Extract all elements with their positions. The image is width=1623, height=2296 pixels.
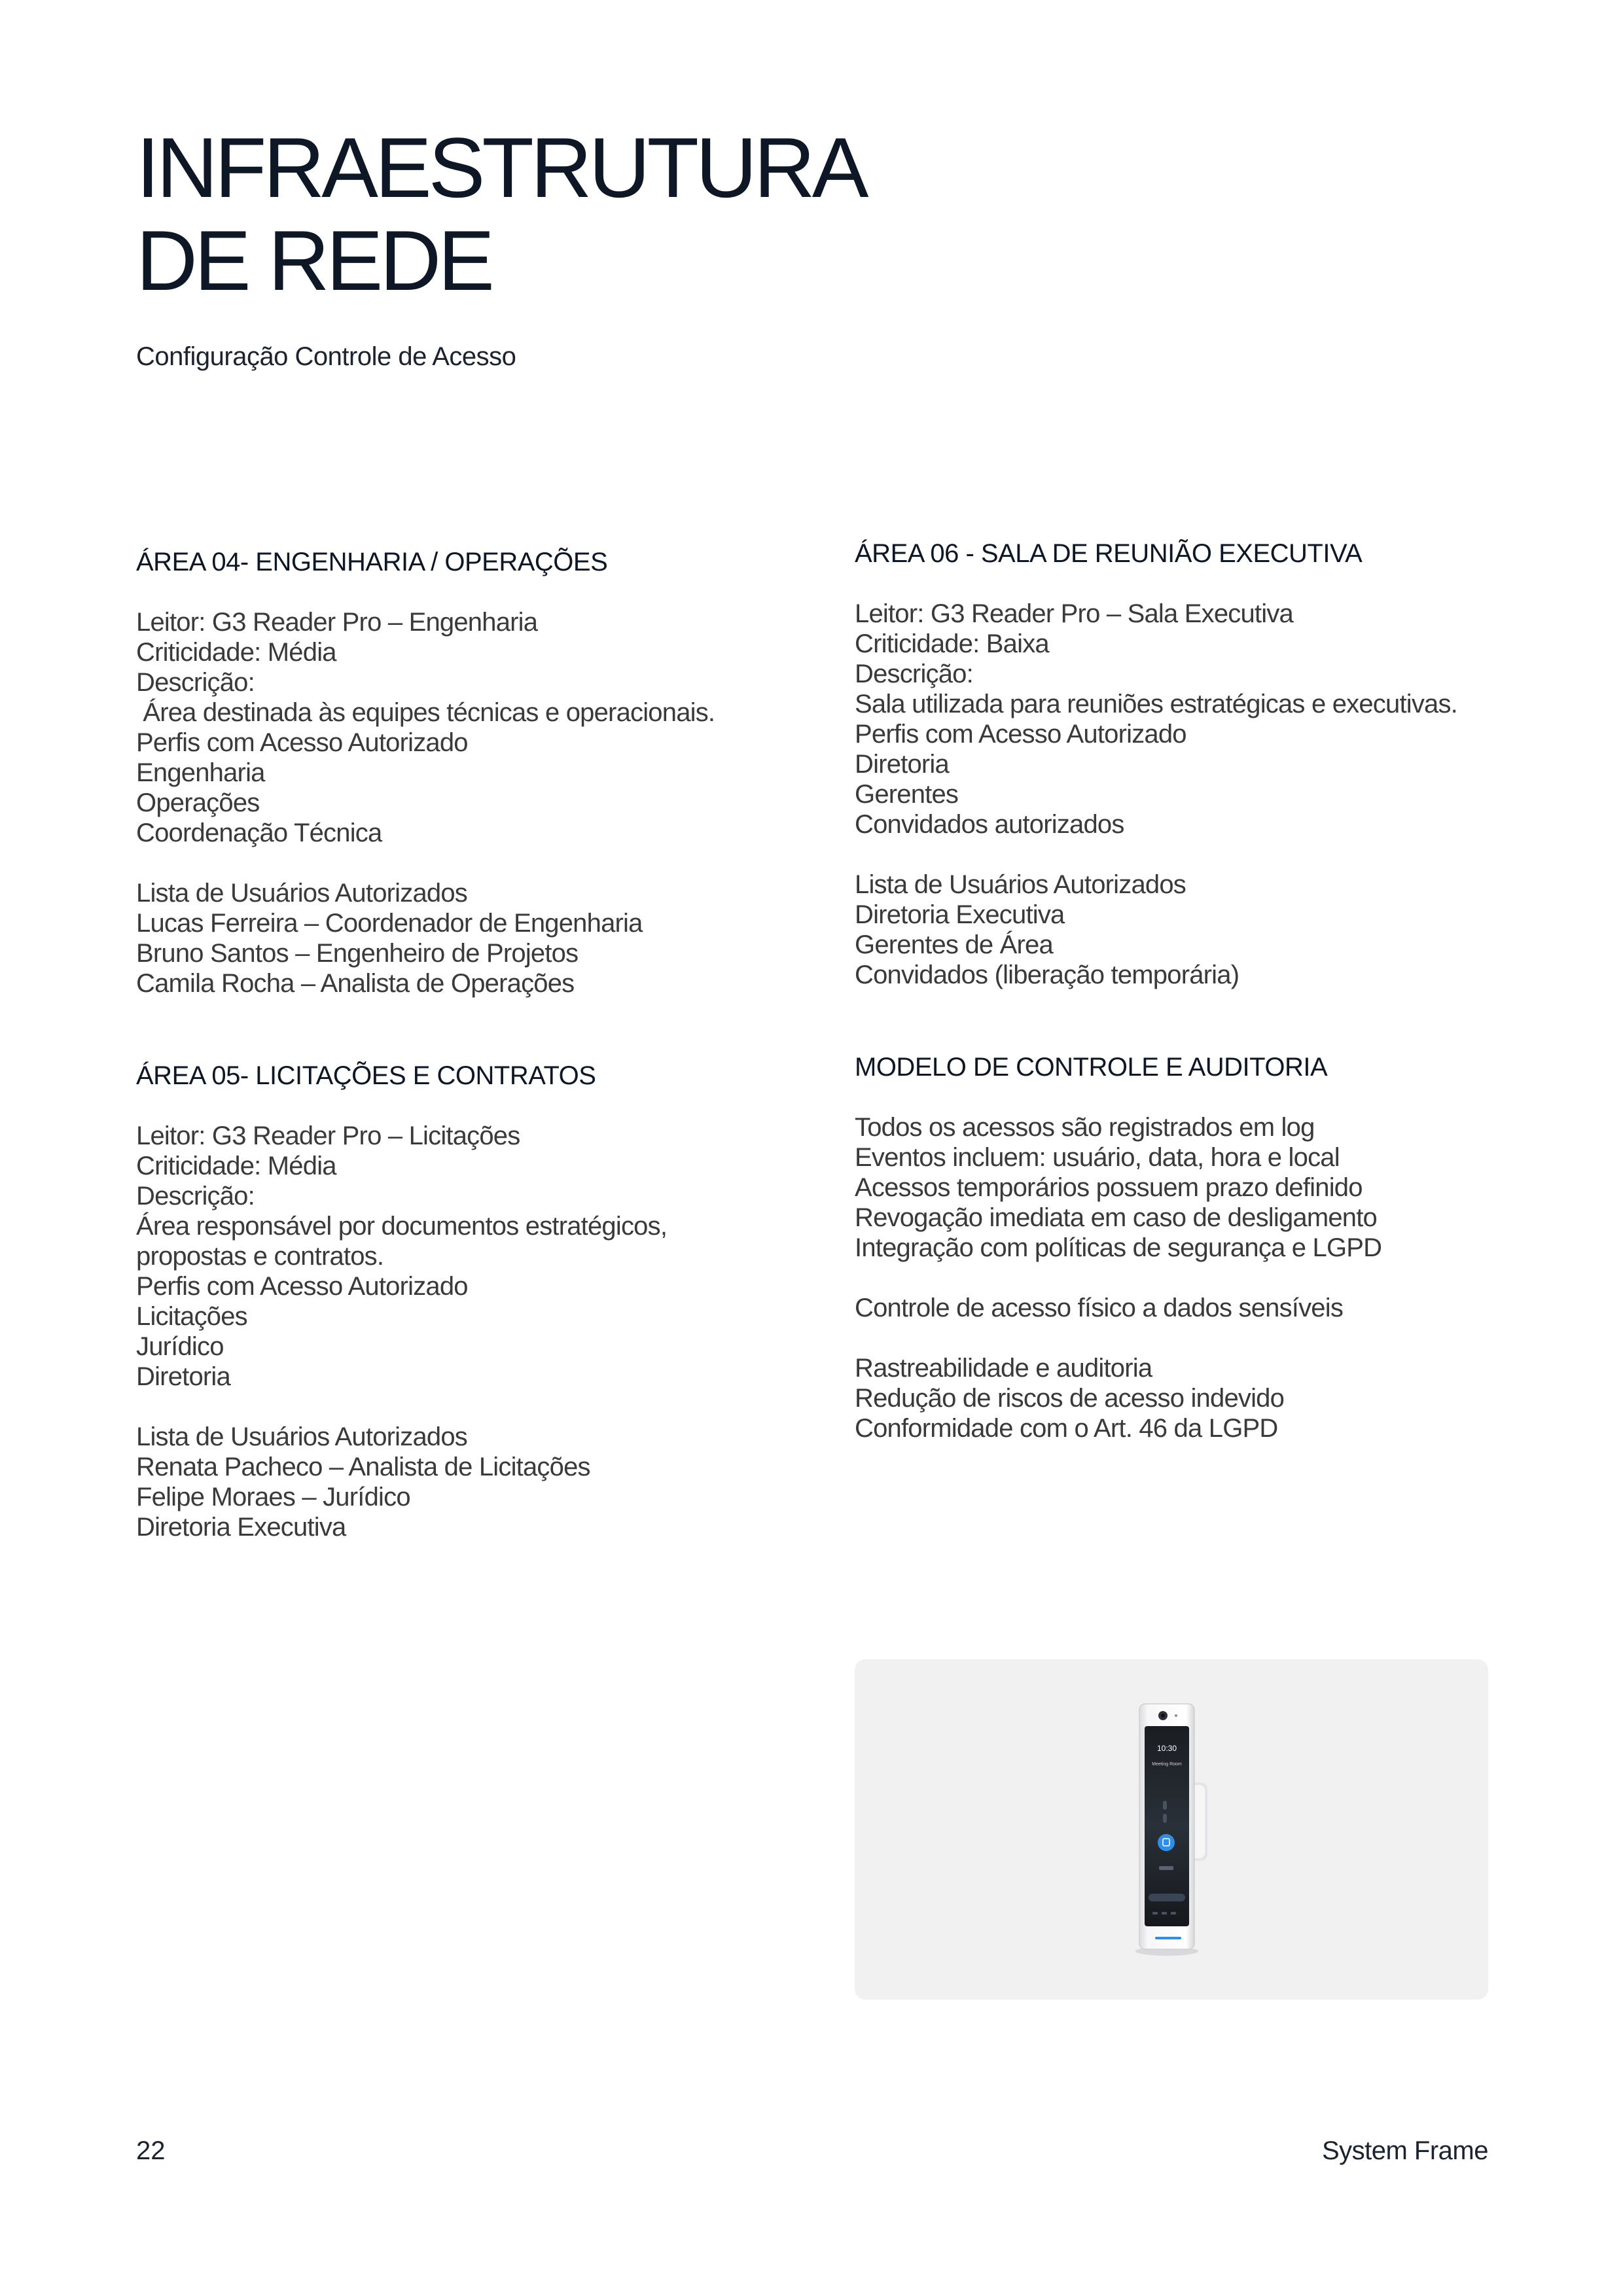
profiles-label: Perfis com Acesso Autorizado: [136, 728, 468, 757]
audit-benefit: Rastreabilidade e auditoria: [855, 1354, 1152, 1383]
page-number: 22: [136, 2136, 166, 2165]
description-label: Descrição:: [855, 660, 973, 688]
reader-line: Leitor: G3 Reader Pro – Sala Executiva: [855, 599, 1293, 628]
page-subtitle: Configuração Controle de Acesso: [136, 342, 516, 371]
profile-item: Licitações: [136, 1302, 247, 1331]
user-item: Diretoria Executiva: [855, 900, 1065, 929]
users-label: Lista de Usuários Autorizados: [855, 870, 1186, 899]
profile-item: Gerentes: [855, 780, 959, 809]
users-label: Lista de Usuários Autorizados: [136, 879, 467, 908]
description-text: Área destinada às equipes técnicas e operacionais.: [136, 698, 715, 727]
user-item: Diretoria Executiva: [136, 1513, 346, 1542]
access-reader-device-image: [1133, 1697, 1211, 1959]
section-heading: ÁREA 04- ENGENHARIA / OPERAÇÕES: [136, 548, 608, 576]
device-screen-room: Meeting Room: [1152, 1762, 1182, 1767]
device-screen-time: 10:30: [1156, 1744, 1177, 1753]
page-title: [136, 121, 865, 307]
page-title-line-2: DE REDE: [136, 213, 491, 308]
audit-item: Integração com políticas de segurança e LGPD: [855, 1233, 1382, 1262]
audit-item: Revogação imediata em caso de desligamento: [855, 1203, 1378, 1232]
criticality-line: Criticidade: Baixa: [855, 629, 1049, 658]
profile-item: Operações: [136, 788, 260, 817]
section-heading: MODELO DE CONTROLE E AUDITORIA: [855, 1053, 1328, 1082]
section-area-06: [855, 539, 1542, 990]
user-item: Renata Pacheco – Analista de Licitações: [136, 1453, 590, 1481]
profile-item: Engenharia: [136, 758, 265, 787]
user-item: Lucas Ferreira – Coordenador de Engenharia: [136, 909, 643, 938]
profile-item: Diretoria: [855, 750, 949, 779]
footer-brand: System Frame: [1321, 2136, 1488, 2165]
profiles-label: Perfis com Acesso Autorizado: [136, 1272, 468, 1301]
profile-item: Convidados autorizados: [855, 810, 1124, 839]
user-item: Convidados (liberação temporária): [855, 961, 1240, 989]
page-title-line-1: INFRAESTRUTURA: [136, 120, 866, 215]
criticality-line: Criticidade: Média: [136, 638, 336, 667]
section-area-05: [136, 1061, 823, 1542]
reader-line: Leitor: G3 Reader Pro – Licitações: [136, 1122, 520, 1150]
user-item: Gerentes de Área: [855, 930, 1053, 959]
description-label: Descrição:: [136, 1182, 255, 1210]
description-label: Descrição:: [136, 668, 255, 697]
reader-line: Leitor: G3 Reader Pro – Engenharia: [136, 608, 538, 637]
user-item: Camila Rocha – Analista de Operações: [136, 969, 575, 998]
audit-item: Todos os acessos são registrados em log: [855, 1113, 1315, 1142]
user-item: Felipe Moraes – Jurídico: [136, 1483, 410, 1511]
audit-statement: Controle de acesso físico a dados sensíveis: [855, 1294, 1344, 1322]
users-label: Lista de Usuários Autorizados: [136, 1422, 467, 1451]
audit-item: Eventos incluem: usuário, data, hora e local: [855, 1143, 1340, 1172]
section-heading: ÁREA 05- LICITAÇÕES E CONTRATOS: [136, 1061, 596, 1090]
profile-item: Jurídico: [136, 1332, 224, 1361]
criticality-line: Criticidade: Média: [136, 1152, 336, 1180]
user-item: Bruno Santos – Engenheiro de Projetos: [136, 939, 579, 968]
product-image-panel: [855, 1659, 1488, 2000]
section-area-04: [136, 547, 823, 998]
description-text: propostas e contratos.: [136, 1242, 384, 1271]
audit-item: Acessos temporários possuem prazo definido: [855, 1173, 1363, 1202]
profile-item: Coordenação Técnica: [136, 819, 382, 847]
audit-benefit: Redução de riscos de acesso indevido: [855, 1384, 1285, 1413]
profile-item: Diretoria: [136, 1362, 230, 1391]
profiles-label: Perfis com Acesso Autorizado: [855, 720, 1186, 749]
description-text: Área responsável por documentos estratégicos,: [136, 1212, 668, 1241]
section-heading: ÁREA 06 - SALA DE REUNIÃO EXECUTIVA: [855, 539, 1363, 568]
audit-benefit: Conformidade com o Art. 46 da LGPD: [855, 1414, 1278, 1443]
section-audit-model: [855, 1052, 1542, 1443]
description-text: Sala utilizada para reuniões estratégicas e executivas.: [855, 690, 1458, 718]
